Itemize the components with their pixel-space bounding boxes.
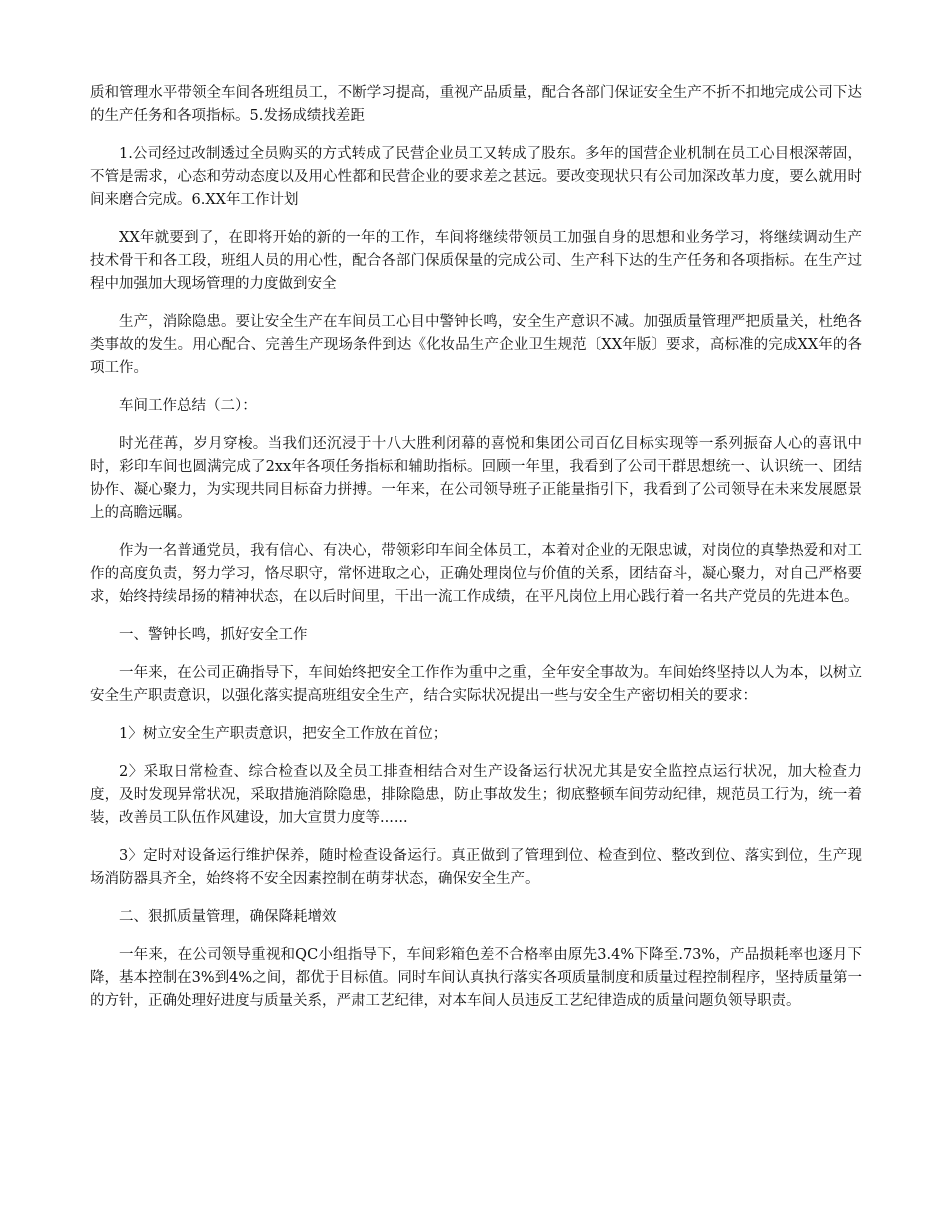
paragraph: 质和管理水平带领全车间各班组员工，不断学习提高，重视产品质量，配合各部门保证安全生产不折不扣地完成公司下达的生产任务和各项指标。5.发扬成绩找差距 bbox=[90, 85, 862, 124]
section-heading: 二、狠抓质量管理，确保降耗增效 bbox=[119, 909, 337, 925]
paragraph: XX年就要到了，在即将开始的新的一年的工作，车间将继续带领员工加强自身的思想和业务学习，将继续调动生产技术骨干和各工段，班组人员的用心性，配合各部门保质保量的完成公司、生产科下达的生产任务和各项指标。在生产过程中加强加大现场管理的力度做到安全 bbox=[90, 230, 862, 292]
paragraph: 1.公司经过改制透过全员购买的方式转成了民营企业员工又转成了股东。多年的国营企业机制在员工心目根深蒂固，不管是需求，心态和劳动态度以及用心性都和民营企业的要求差之甚远。要改变现状只有公司加深改革力度，要么就用时间来磨合完成。6.XX年工作计划 bbox=[90, 146, 862, 208]
paragraph: 时光荏苒，岁月穿梭。当我们还沉浸于十八大胜利闭幕的喜悦和集团公司百亿目标实现等一系列振奋人心的喜讯中时，彩印车间也圆满完成了2xx年各项任务指标和辅助指标。回顾一年里，我看到了公司干群思想统一、认识统一、团结协作、凝心聚力，为实现共同目标奋力拼搏。一年来，在公司领导班子正能量指引下，我看到了公司领导在未来发展愿景上的高瞻远瞩。 bbox=[90, 436, 862, 521]
list-item: 3〉定时对设备运行维护保养，随时检查设备运行。真正做到了管理到位、检查到位、整改到位、落实到位，生产现场消防器具齐全，始终将不安全因素控制在萌芽状态，确保安全生产。 bbox=[90, 848, 862, 887]
list-item: 2〉采取日常检查、综合检查以及全员工排查相结合对生产设备运行状况尤其是安全监控点运行状况，加大检查力度，及时发现异常状况，采取措施消除隐患，排除隐患，防止事故发生；彻底整顿车间劳动纪律，规范员工行为，统一着装，改善员工队伍作风建设，加大宣贯力度等...... bbox=[90, 764, 862, 826]
section-heading: 一、警钟长鸣，抓好安全工作 bbox=[119, 627, 308, 643]
paragraph: 生产，消除隐患。要让安全生产在车间员工心目中警钟长鸣，安全生产意识不减。加强质量管理严把质量关，杜绝各类事故的发生。用心配合、完善生产现场条件到达《化妆品生产企业卫生规范〔XX年版〕要求，高标准的完成XX年的各项工作。 bbox=[90, 314, 862, 376]
paragraph: 一年来，在公司正确指导下，车间始终把安全工作作为重中之重，全年安全事故为。车间始终坚持以人为本，以树立安全生产职责意识，以强化落实提高班组安全生产，结合实际状况提出一些与安全生产密切相关的要求： bbox=[90, 665, 862, 704]
list-item: 1〉树立安全生产职责意识，把安全工作放在首位； bbox=[119, 726, 448, 742]
section-heading: 车间工作总结（二）： bbox=[119, 398, 257, 414]
paragraph: 一年来，在公司领导重视和QC小组指导下，车间彩箱色差不合格率由原先3.4%下降至.73%，产品损耗率也逐月下降，基本控制在3%到4%之间，都优于目标值。同时车间认真执行落实各项质量制度和质量过程控制程序，坚持质量第一的方针，正确处理好进度与质量关系，严肃工艺纪律，对本车间人员违反工艺纪律造成的质量问题负领导职责。 bbox=[90, 947, 862, 1009]
document-body bbox=[90, 82, 862, 1028]
paragraph: 作为一名普通党员，我有信心、有决心，带领彩印车间全体员工，本着对企业的无限忠诚，对岗位的真挚热爱和对工作的高度负责，努力学习，恪尽职守，常怀进取之心，正确处理岗位与价值的关系，团结奋斗，凝心聚力，对自己严格要求，始终持续昂扬的精神状态，在以后时间里，干出一流工作成绩，在平凡岗位上用心践行着一名共产党员的先进本色。 bbox=[90, 543, 862, 605]
